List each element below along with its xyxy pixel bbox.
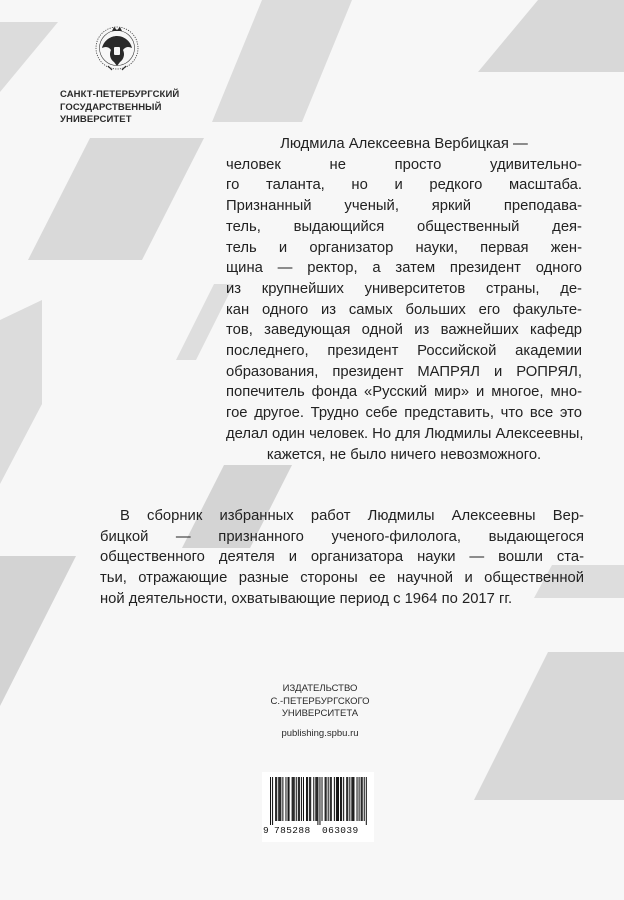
barcode-bar xyxy=(346,777,347,821)
paragraph-line: ной деятельности, охватывающие период с 1964 по 2017 гг. xyxy=(100,590,513,607)
paragraph-line: гое другое. Трудно себе представить, что все это xyxy=(226,405,582,422)
paragraph-line: тель, выдающийся общественный дея- xyxy=(226,218,582,235)
gray-parallelogram xyxy=(212,0,352,122)
barcode-bars-icon xyxy=(270,777,368,825)
barcode-bar xyxy=(292,777,293,821)
barcode-bar xyxy=(282,777,283,821)
barcode-bar xyxy=(307,777,308,821)
barcode-bar xyxy=(280,777,281,821)
barcode-bar xyxy=(272,777,273,825)
paragraph-line: попечитель фонда «Русский мир» и многое, мно- xyxy=(226,384,582,401)
barcode-bar xyxy=(349,777,350,821)
barcode-bar xyxy=(340,777,341,821)
barcode-bar xyxy=(334,777,335,821)
gray-parallelogram xyxy=(474,652,624,800)
isbn-group-1: 785288 xyxy=(274,825,311,836)
description-paragraph-2 xyxy=(100,506,584,610)
barcode-bar xyxy=(306,777,307,821)
university-name xyxy=(60,89,179,127)
isbn-prefix: 9 xyxy=(263,825,270,836)
paragraph-line: тель и организатор науки, первая жен- xyxy=(226,239,582,256)
paragraph-line: Людмила Алексеевна Вербицкая — xyxy=(280,136,528,152)
barcode-bar xyxy=(341,777,342,821)
barcode-bar xyxy=(279,777,280,821)
gray-parallelogram xyxy=(0,556,76,706)
paragraph-line: тьи, отражающие разные стороны ее научной и общественной xyxy=(100,570,584,587)
barcode-bar xyxy=(338,777,339,821)
barcode-bar xyxy=(359,777,360,821)
barcode-bar xyxy=(275,777,276,821)
paragraph-line: делал один человек. Но для Людмилы Алексеевны, xyxy=(226,425,584,442)
barcode-bar xyxy=(316,777,317,821)
publisher-name xyxy=(255,683,385,721)
university-name-line: УНИВЕРСИТЕТ xyxy=(60,114,132,125)
paragraph-line: В сборник избранных работ Людмилы Алексеевны Вер- xyxy=(120,508,584,524)
barcode-bar xyxy=(366,777,367,825)
paragraph-line: щина — ректор, а затем президент одного xyxy=(226,260,582,277)
barcode-bar xyxy=(309,777,310,821)
paragraph-line: человек не просто удивительно- xyxy=(226,156,582,173)
barcode-bar xyxy=(289,777,290,821)
university-name-line: САНКТ-ПЕТЕРБУРГСКИЙ xyxy=(60,89,180,100)
publisher-name-line: С.-ПЕТЕРБУРГСКОГО xyxy=(270,695,370,707)
barcode-bar xyxy=(319,777,320,825)
publisher-name-line: ИЗДАТЕЛЬСТВО xyxy=(282,683,358,694)
gray-parallelogram xyxy=(478,0,624,72)
paragraph-line: общественного деятеля и организатора науки — вошли ста- xyxy=(100,549,584,566)
barcode-bar xyxy=(293,777,294,821)
barcode-bar xyxy=(288,777,289,821)
barcode-bar xyxy=(362,777,363,821)
barcode-bar xyxy=(313,777,314,821)
barcode-bar xyxy=(322,777,323,821)
isbn-group-2: 063039 xyxy=(322,825,359,836)
barcode-bar xyxy=(352,777,353,821)
paragraph-line: образования, президент МАПРЯЛ и РОПРЯЛ, xyxy=(226,363,582,380)
paragraph-line: го таланта, но и редкого масштаба. xyxy=(226,177,582,194)
publisher-url[interactable]: publishing.spbu.ru xyxy=(281,728,359,739)
barcode-bar xyxy=(347,777,348,821)
paragraph-line: кажется, не было ничего невозможного. xyxy=(266,446,542,463)
barcode-bar xyxy=(357,777,358,821)
barcode-bar xyxy=(364,777,365,821)
barcode-bar xyxy=(276,777,277,821)
barcode-bar xyxy=(361,777,362,821)
paragraph-line: Признанный ученый, яркий преподава- xyxy=(226,198,582,215)
university-emblem-icon xyxy=(92,22,142,78)
barcode-bar xyxy=(278,777,279,821)
description-paragraph-1 xyxy=(226,134,582,465)
barcode-bar xyxy=(310,777,311,821)
barcode-bar xyxy=(353,777,354,821)
barcode-bar xyxy=(294,777,295,821)
barcode-bar xyxy=(351,777,352,821)
barcode-bar xyxy=(325,777,326,821)
publisher-name-line: УНИВЕРСИТЕТА xyxy=(281,708,359,719)
paragraph-line: из крупнейших университетов страны, де- xyxy=(226,280,582,297)
isbn-barcode xyxy=(262,772,374,842)
barcode-bar xyxy=(331,777,332,821)
barcode-bar xyxy=(298,777,299,821)
barcode-bar xyxy=(296,777,297,821)
barcode-bar xyxy=(301,777,302,821)
paragraph-line: тов, заведующая одной из важнейших кафедр xyxy=(226,322,582,339)
barcode-bar xyxy=(317,777,318,825)
paragraph-line: кан одного из самых больших его факульте- xyxy=(226,301,582,318)
gray-parallelogram xyxy=(0,22,58,92)
gray-parallelogram xyxy=(28,138,204,260)
barcode-bar xyxy=(326,777,327,821)
barcode-bar xyxy=(330,777,331,821)
barcode-bar xyxy=(328,777,329,821)
barcode-bar xyxy=(303,777,304,821)
barcode-bar xyxy=(315,777,316,821)
paragraph-line: бицкой — признанного ученого-филолога, выдающегося xyxy=(100,528,584,545)
barcode-bar xyxy=(336,777,337,821)
university-name-line: ГОСУДАРСТВЕННЫЙ xyxy=(60,101,162,113)
paragraph-line: последнего, президент Российской академии xyxy=(226,343,582,360)
barcode-bar xyxy=(299,777,300,821)
barcode-bar xyxy=(285,777,286,821)
barcode-bar xyxy=(337,777,338,821)
barcode-bar xyxy=(343,777,344,821)
barcode-bar xyxy=(270,777,271,825)
gray-parallelogram xyxy=(0,300,42,484)
